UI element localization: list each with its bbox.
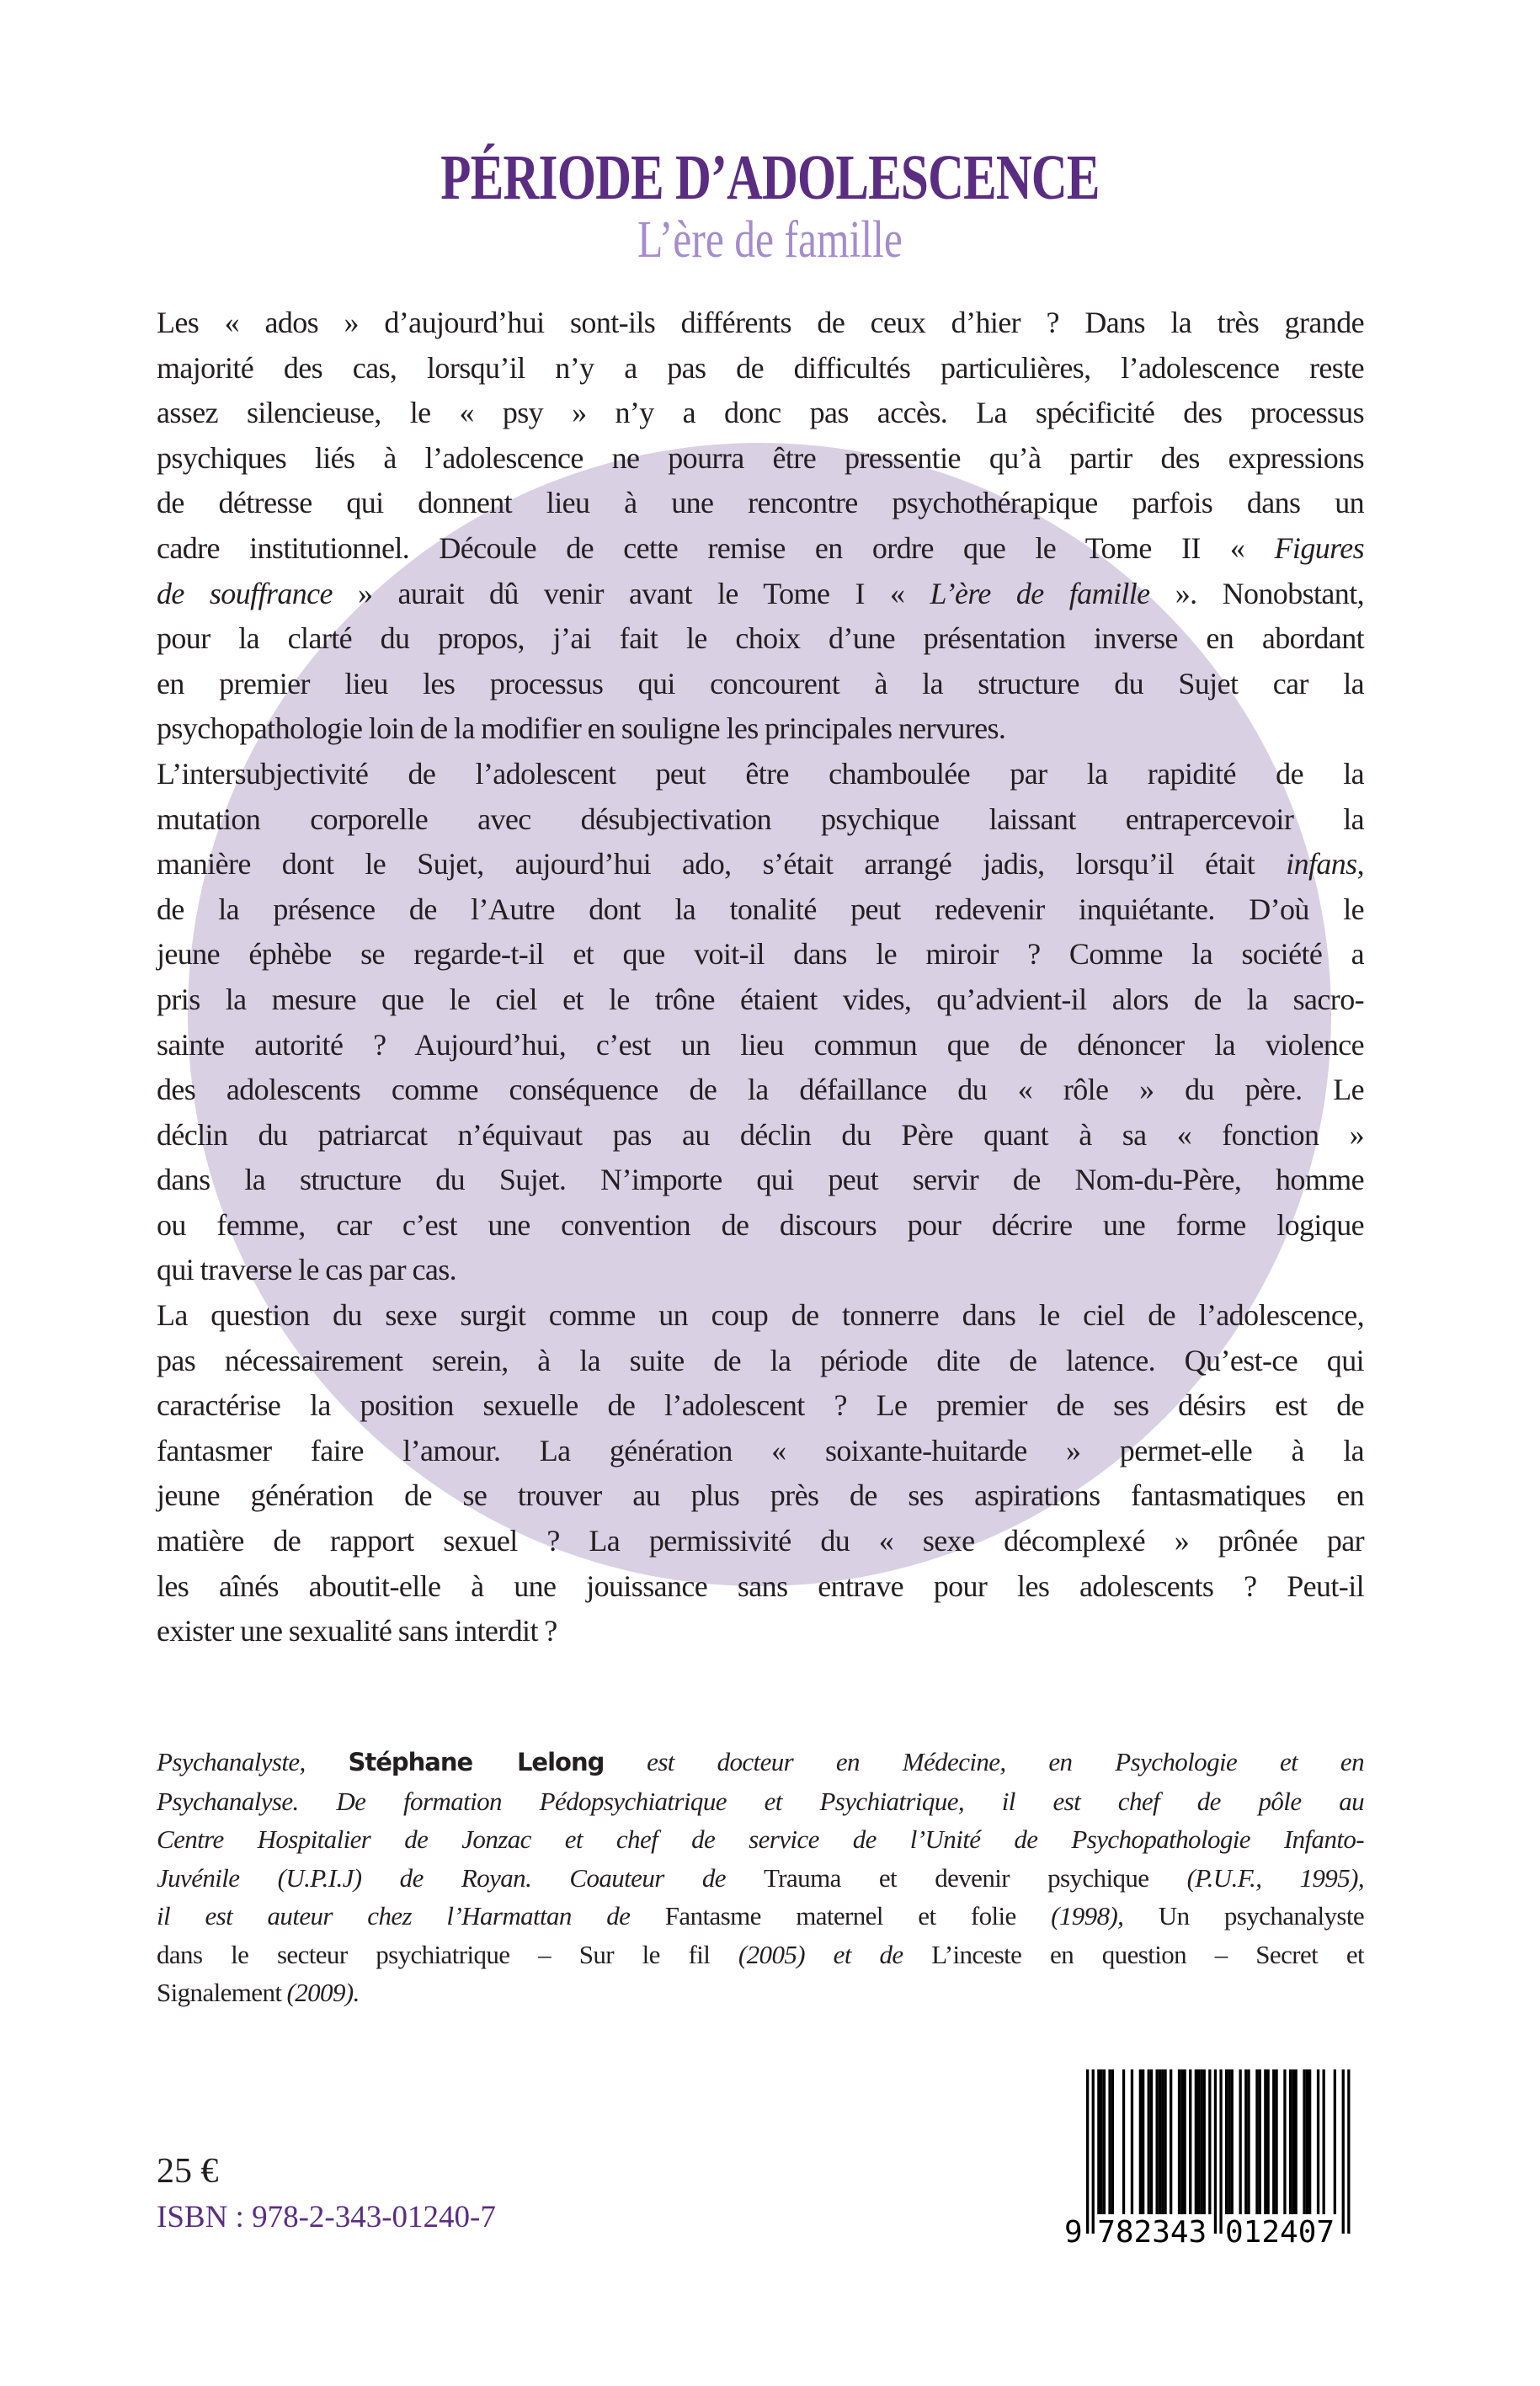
blurb-text: pas nécessairement serein, à la suite de la période dite de latence. Qu’est-ce qui xyxy=(157,1343,1364,1377)
blurb-text: caractérise la position sexuelle de l’adolescent ? Le premier de ses désirs est de xyxy=(157,1388,1364,1423)
blurb-text: les aînés aboutit-elle à une jouissance sans entrave pour les adolescents ? Peut-il xyxy=(157,1568,1364,1603)
barcode-bar xyxy=(1139,2069,1142,2214)
barcode-bar xyxy=(1178,2069,1180,2214)
isbn: ISBN : 978-2-343-01240-7 xyxy=(157,2200,496,2234)
blurb-text: pour la clarté du propos, j’ai fait le choix d’une présentation inverse en abordant xyxy=(157,621,1364,656)
barcode-bar xyxy=(1283,2069,1286,2214)
book-title: PÉRIODE D’ADOLESCENCE xyxy=(440,142,1100,213)
barcode-bar xyxy=(1239,2069,1242,2214)
blurb-text: sainte autorité ? Aujourd’hui, c’est un lieu commun que de dénoncer la violence xyxy=(157,1027,1364,1062)
blurb-text: matière de rapport sexuel ? La permissivité du « sexe décomplexé » prônée par xyxy=(157,1524,1364,1558)
barcode-bar xyxy=(1103,2069,1106,2214)
bio-text: Un psychanalyste xyxy=(1158,1901,1364,1931)
blurb-line xyxy=(157,1293,1364,1339)
bio-text: Signalement xyxy=(157,1978,282,2007)
blurb-text: jeune éphèbe se regarde-t-il et que voit-il dans le miroir ? Comme la société a xyxy=(157,937,1364,972)
bio-text: (1998), xyxy=(1015,1901,1159,1931)
bio-line xyxy=(157,1936,1364,1974)
blurb-text: des adolescents comme conséquence de la défaillance du « rôle » du père. Le xyxy=(157,1073,1364,1107)
bio-line xyxy=(157,1820,1364,1859)
barcode-bar xyxy=(1092,2069,1095,2234)
barcode-bar xyxy=(1122,2069,1125,2214)
blurb-line xyxy=(157,887,1364,933)
barcode-bar xyxy=(1228,2069,1230,2214)
bio-text: il est auteur chez l’Harmattan de xyxy=(157,1901,665,1931)
blurb-line xyxy=(157,1248,1364,1293)
blurb-line xyxy=(157,932,1364,977)
blurb-line xyxy=(157,301,1364,346)
barcode-bar xyxy=(1306,2069,1308,2214)
blurb-text: mutation corporelle avec désubjectivation psychique laissant entrapercevoir la xyxy=(157,802,1364,836)
blurb-line xyxy=(157,481,1364,526)
barcode-bar xyxy=(1244,2069,1247,2214)
blurb-text: en premier lieu les processus qui concourent à la structure du Sujet car la xyxy=(157,666,1364,700)
blurb-text: L’intersubjectivité de l’adolescent peut être chamboulée par la rapidité de la xyxy=(157,756,1364,791)
blurb-text: , xyxy=(1356,847,1364,881)
bio-text: est docteur en Médecine, en Psychologie et en xyxy=(604,1747,1364,1776)
back-cover-blurb xyxy=(157,301,1364,1654)
bio-text: (2009). xyxy=(281,1978,360,2007)
bio-text: (2005) et de xyxy=(710,1939,932,1969)
bio-line xyxy=(157,1782,1364,1821)
blurb-line xyxy=(157,526,1364,572)
barcode-bar xyxy=(1086,2069,1089,2234)
barcode-bar xyxy=(1323,2069,1325,2214)
blurb-line xyxy=(157,1519,1364,1564)
bio-text: Juvénile (U.P.I.J) de Royan. Coauteur de xyxy=(157,1862,765,1893)
barcode-bar xyxy=(1097,2069,1100,2214)
barcode-bar xyxy=(1197,2069,1200,2214)
barcode-bar xyxy=(1203,2069,1206,2214)
blurb-line xyxy=(157,391,1364,436)
blurb-line xyxy=(157,616,1364,662)
blurb-text: de la présence de l’Autre dont la tonalité peut redevenir inquiétante. D’où le xyxy=(157,892,1364,926)
bio-line xyxy=(157,1743,1364,1782)
barcode-bar xyxy=(1219,2069,1222,2234)
barcode-bar xyxy=(1259,2069,1261,2214)
barcode xyxy=(1063,2069,1374,2246)
barcode-bar xyxy=(1295,2069,1298,2214)
barcode-bar xyxy=(1148,2069,1150,2214)
bio-text: Centre Hospitalier de Jonzac et chef de service de l’Unité de Psychopathologie Infanto- xyxy=(157,1824,1364,1854)
blurb-line xyxy=(157,1203,1364,1249)
blurb-text: L’ère de famille xyxy=(930,576,1150,610)
barcode-digits: 012407 xyxy=(1225,2215,1335,2246)
blurb-text: ». Nonobstant, xyxy=(1149,576,1364,610)
bio-text: Psychanalyse. De formation Pédopsychiatrique et Psychiatrique, il est chef de pôle au xyxy=(157,1786,1364,1816)
bio-text: dans le secteur psychiatrique – Sur le fil xyxy=(157,1939,711,1969)
blurb-text: » aurait dû venir avant le Tome I « xyxy=(332,576,930,610)
barcode-bar xyxy=(1195,2069,1197,2214)
barcode-bar xyxy=(1255,2069,1258,2214)
author-bio xyxy=(157,1743,1364,2012)
bio-line xyxy=(157,1859,1364,1898)
bio-line xyxy=(157,1897,1364,1936)
blurb-text: de détresse qui donnent lieu à une rencontre psychothérapique parfois dans un xyxy=(157,486,1364,520)
bio-text: L’inceste en question – Secret et xyxy=(931,1939,1364,1969)
barcode-bar xyxy=(1131,2069,1133,2214)
barcode-bar xyxy=(1159,2069,1161,2214)
blurb-text: Les « ados » d’aujourd’hui sont-ils différents de ceux d’hier ? Dans la très grande xyxy=(157,306,1364,339)
blurb-text: psychopathologie loin de la modifier en souligne les principales nervures. xyxy=(157,711,1006,746)
barcode-bar xyxy=(1214,2069,1217,2234)
blurb-line xyxy=(157,436,1364,482)
barcode-bar xyxy=(1303,2069,1305,2214)
blurb-text: qui traverse le cas par cas. xyxy=(157,1253,457,1287)
blurb-text: dans la structure du Sujet. N’importe qui peut servir de Nom-du-Père, homme xyxy=(157,1163,1364,1197)
barcode-bar xyxy=(1170,2069,1172,2214)
blurb-text: fantasmer faire l’amour. La génération « soixante-huitarde » permet-elle à la xyxy=(157,1433,1364,1467)
blurb-line xyxy=(157,1113,1364,1158)
blurb-text: exister une sexualité sans interdit ? xyxy=(157,1614,557,1648)
bio-line xyxy=(157,1973,1364,2012)
blurb-line xyxy=(157,346,1364,391)
barcode-bar xyxy=(1180,2069,1183,2214)
barcode-bar xyxy=(1308,2069,1311,2214)
barcode-bar xyxy=(1164,2069,1166,2214)
bio-text: Fantasme maternel et folie xyxy=(664,1901,1016,1931)
barcode-bar xyxy=(1189,2069,1191,2214)
barcode-bar xyxy=(1100,2069,1103,2214)
blurb-line xyxy=(157,1429,1364,1474)
blurb-line xyxy=(157,1339,1364,1384)
blurb-text: infans xyxy=(1286,847,1357,881)
blurb-line xyxy=(157,662,1364,707)
barcode-bar xyxy=(1292,2069,1294,2214)
blurb-text: assez silencieuse, le « psy » n’y a donc pas accès. La spécificité des processus xyxy=(157,396,1364,430)
barcode-bar xyxy=(1334,2069,1336,2214)
blurb-text: pris la mesure que le ciel et le trône étaient vides, qu’advient-il alors de la sacro- xyxy=(157,982,1364,1016)
price: 25 € xyxy=(157,2152,219,2191)
blurb-text: cadre institutionnel. Découle de cette remise en ordre que le Tome II « xyxy=(157,530,1275,565)
barcode-bar xyxy=(1111,2069,1114,2214)
barcode-bar xyxy=(1150,2069,1153,2214)
blurb-line xyxy=(157,1383,1364,1429)
blurb-text: de souffrance xyxy=(157,576,333,610)
blurb-line xyxy=(157,842,1364,887)
blurb-text: manière dont le Sujet, aujourd’hui ado, s’était arrangé jadis, lorsqu’il était xyxy=(157,847,1287,881)
blurb-text: ou femme, car c’est une convention de discours pour décrire une forme logique xyxy=(157,1207,1364,1242)
bio-text: (P.U.F., 1995), xyxy=(1148,1862,1364,1893)
barcode-digits: 9 xyxy=(1064,2215,1083,2246)
barcode-bar xyxy=(1247,2069,1250,2214)
barcode-bar xyxy=(1225,2069,1228,2214)
book-subtitle: L’ère de famille xyxy=(637,211,903,269)
barcode-bar xyxy=(1289,2069,1292,2214)
blurb-line xyxy=(157,706,1364,752)
blurb-line xyxy=(157,1473,1364,1519)
bio-text: Trauma et devenir psychique xyxy=(764,1862,1149,1893)
barcode-bar xyxy=(1184,2069,1186,2214)
blurb-line xyxy=(157,797,1364,843)
blurb-line xyxy=(157,977,1364,1023)
barcode-bar xyxy=(1267,2069,1270,2214)
blurb-text: majorité des cas, lorsqu’il n’y a pas de difficultés particulières, l’adolescence reste xyxy=(157,350,1364,385)
barcode-bar xyxy=(1142,2069,1144,2214)
bio-text: Stéphane Lelong xyxy=(348,1748,605,1776)
barcode-bar xyxy=(1347,2069,1350,2234)
barcode-bar xyxy=(1156,2069,1159,2214)
bio-text: Psychanalyste, xyxy=(157,1747,349,1776)
blurb-line xyxy=(157,1023,1364,1068)
blurb-text: déclin du patriarcat n’équivaut pas au déclin du Père quant à sa « fonction » xyxy=(157,1117,1364,1152)
barcode-bar xyxy=(1272,2069,1275,2214)
blurb-text: Figures xyxy=(1274,530,1364,565)
blurb-line xyxy=(157,752,1364,797)
barcode-bar xyxy=(1200,2069,1202,2214)
barcode-digits: 782343 xyxy=(1097,2215,1207,2246)
blurb-text: psychiques liés à l’adolescence ne pourra être pressentie qu’à partir des expressions xyxy=(157,440,1364,475)
barcode-bar xyxy=(1317,2069,1319,2214)
barcode-bar xyxy=(1231,2069,1234,2214)
blurb-line xyxy=(157,1158,1364,1203)
blurb-text: La question du sexe surgit comme un coup de tonnerre dans le ciel de l’adolescence, xyxy=(157,1298,1364,1333)
barcode-bar xyxy=(1264,2069,1266,2214)
blurb-text: jeune génération de se trouver au plus près de ses aspirations fantasmatiques en xyxy=(157,1478,1364,1513)
barcode-bar xyxy=(1208,2069,1211,2214)
barcode-bar xyxy=(1161,2069,1164,2214)
barcode-bar xyxy=(1275,2069,1277,2214)
blurb-line xyxy=(157,1068,1364,1113)
barcode-bar xyxy=(1108,2069,1111,2214)
blurb-line xyxy=(157,1609,1364,1654)
blurb-line xyxy=(157,1564,1364,1610)
blurb-line xyxy=(157,572,1364,617)
barcode-bar xyxy=(1342,2069,1345,2234)
